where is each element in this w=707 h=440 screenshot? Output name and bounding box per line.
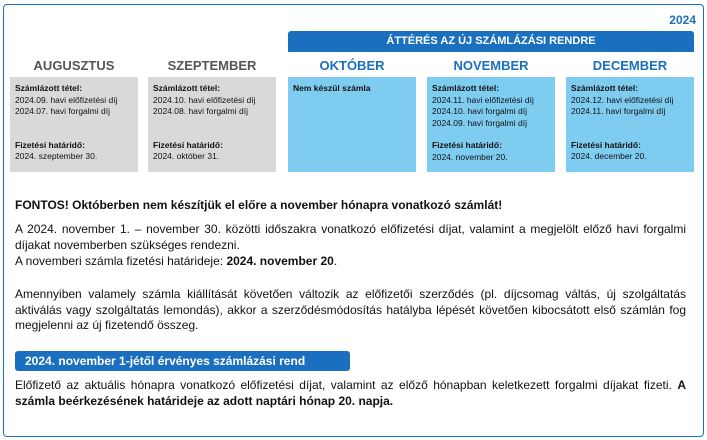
- month-title-september: SZEPTEMBER: [167, 58, 257, 73]
- billed-item: 2024.11. havi előfizetési díj: [432, 94, 534, 105]
- due-date-value: 2024. november 20: [226, 254, 334, 268]
- billed-items-label: Számlázott tétel:: [571, 83, 639, 93]
- billed-items-label: Számlázott tétel:: [432, 83, 500, 93]
- important-notice: FONTOS! Októberben nem készítjük el előre a november hónapra vonatkozó számlát!: [15, 198, 503, 212]
- month-title-october: OKTÓBER: [319, 58, 385, 73]
- month-card-september: [148, 77, 276, 172]
- due-date-label: Fizetési határidő:: [15, 139, 85, 150]
- billed-item: 2024.07. havi forgalmi díj: [15, 106, 110, 116]
- transition-banner: ÁTTÉRÉS AZ ÚJ SZÁMLÁZÁSI RENDRE: [288, 31, 694, 52]
- billed-item: 2024.11. havi forgalmi díj: [571, 106, 666, 116]
- month-title-november: NOVEMBER: [453, 58, 529, 73]
- due-date: 2024. november 20.: [432, 151, 508, 162]
- due-date: 2024. szeptember 30.: [15, 151, 98, 161]
- month-card-october: [288, 77, 416, 172]
- due-date-label: Fizetési határidő:: [153, 139, 223, 150]
- month-card-december: [566, 77, 694, 172]
- new-billing-text: Előfizető az aktuális hónapra vonatkozó előfizetési díjat, valamint az előző hónapban keletkezett forgalmi díjakat fizeti.: [15, 378, 678, 392]
- section-title-new-billing: 2024. november 1-jétől érvényes számlázási rend: [15, 351, 350, 371]
- due-date-label: Fizetési határidő:: [432, 140, 502, 150]
- billed-item: 2024.08. havi forgalmi díj: [153, 106, 248, 116]
- month-card-november: [427, 77, 555, 172]
- billed-item: 2024.12. havi előfizetési díj: [571, 94, 674, 105]
- year-label: 2024: [669, 13, 696, 27]
- paragraph-november-period: A 2024. november 1. – november 30. közötti időszakra vonatkozó előfizetési díjat, valamint a megjelölt előző havi forgalmi díjakat novemberben szükséges rendezni.: [15, 222, 686, 252]
- month-title-august: AUGUSZTUS: [33, 58, 115, 73]
- new-billing-deadline: A számla beérkezésének határideje az adott naptári hónap 20. napja.: [15, 378, 686, 408]
- paragraph-new-billing: [15, 378, 686, 409]
- month-card-august: [10, 77, 138, 172]
- due-date: 2024. október 31.: [153, 151, 220, 161]
- due-date-suffix: .: [333, 254, 338, 268]
- paragraph-contract-change: Amennyiben valamely számla kiállítását követően változik az előfizetői szerződés (pl. díjcsomag váltás, új szolgáltatás aktiválás vagy szolgáltatás lemondás), akkor a szerződésmódosítás hatályba lépését követően kibocsátott első számlán fog megjelenni az új fizetendő összeg.: [15, 287, 686, 332]
- due-date: 2024. december 20.: [571, 151, 647, 161]
- month-title-december: DECEMBER: [592, 58, 668, 73]
- due-date-text: A novemberi számla fizetési határideje:: [15, 254, 227, 268]
- no-invoice-label: Nem készül számla: [293, 83, 371, 93]
- billed-items-label: Számlázott tétel:: [153, 83, 221, 93]
- billed-item: 2024.09. havi előfizetési díj: [15, 94, 118, 105]
- billed-item: 2024.10. havi forgalmi díj: [432, 106, 527, 116]
- due-date-label: Fizetési határidő:: [571, 139, 641, 150]
- billed-items-label: Számlázott tétel:: [15, 83, 83, 93]
- billed-item: 2024.10. havi előfizetési díj: [153, 94, 256, 105]
- billed-item: 2024.09. havi forgalmi díj: [432, 117, 527, 128]
- paragraph-due-date: [15, 254, 686, 270]
